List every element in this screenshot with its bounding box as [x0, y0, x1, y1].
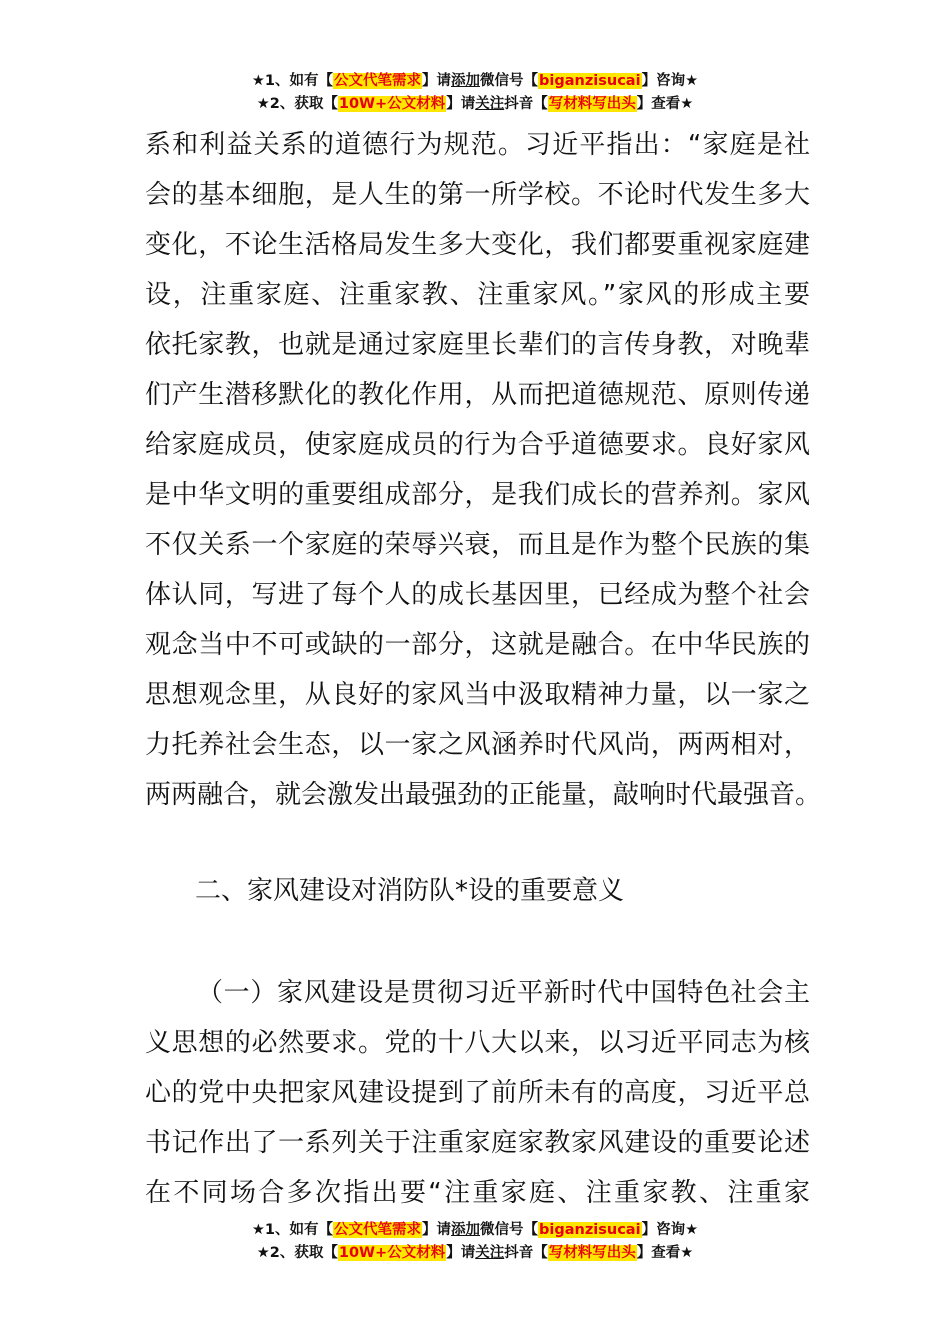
- paragraph-line: 在不同场合多次指出要“注重家庭、注重家教、注重家: [145, 1178, 810, 1208]
- banner-text: 】咨询★: [641, 1222, 699, 1238]
- banner-line-1: [0, 1219, 950, 1242]
- banner-text: 】请: [422, 1222, 452, 1238]
- banner-text: 】查看★: [636, 1245, 694, 1261]
- banner-text: 抖音【: [504, 96, 548, 112]
- banner-text: 抖音【: [504, 1245, 548, 1261]
- banner-text: ★1、如有【: [251, 73, 334, 89]
- highlight-materials: 10W+公文材料: [338, 96, 446, 112]
- banner-line-2: [0, 93, 950, 116]
- header-banner: [0, 70, 950, 116]
- banner-text: ★1、如有【: [251, 1222, 334, 1238]
- paragraph-line: 系和利益关系的道德行为规范。习近平指出：“家庭是社: [145, 130, 810, 160]
- paragraph-line: 变化，不论生活格局发生多大变化，我们都要重视家庭建: [145, 230, 810, 260]
- paragraph-line: 思想观念里，从良好的家风当中汲取精神力量，以一家之: [145, 680, 810, 710]
- banner-underlined-text: 添加: [451, 1222, 481, 1238]
- highlight-douyin-account: 写材料写出头: [548, 96, 636, 112]
- paragraph-line: 依托家教，也就是通过家庭里长辈们的言传身教，对晚辈: [145, 330, 810, 360]
- banner-text: 】请: [422, 73, 452, 89]
- paragraph-line: 义思想的必然要求。党的十八大以来，以习近平同志为核: [145, 1028, 810, 1058]
- banner-text: 】请: [446, 1245, 476, 1261]
- banner-text: ★2、获取【: [256, 96, 338, 112]
- section-heading: 二、家风建设对消防队*设的重要意义: [195, 876, 625, 906]
- paragraph-line: （一）家风建设是贯彻习近平新时代中国特色社会主: [197, 978, 810, 1008]
- paragraph-line: 书记作出了一系列关于注重家庭家教家风建设的重要论述: [145, 1128, 810, 1158]
- banner-line-1: [0, 70, 950, 93]
- highlight-materials: 10W+公文材料: [338, 1245, 446, 1261]
- banner-underlined-text: 关注: [475, 96, 505, 112]
- paragraph-importance: [145, 968, 810, 1218]
- paragraph-line: 们产生潜移默化的教化作用，从而把道德规范、原则传递: [145, 380, 810, 410]
- footer-banner: [0, 1219, 950, 1265]
- highlight-douyin-account: 写材料写出头: [548, 1245, 636, 1261]
- paragraph-line: 体认同，写进了每个人的成长基因里，已经成为整个社会: [145, 580, 810, 610]
- banner-underlined-text: 关注: [475, 1245, 505, 1261]
- banner-text: ★2、获取【: [256, 1245, 338, 1261]
- banner-text: 】请: [446, 96, 476, 112]
- banner-text: 】查看★: [636, 96, 694, 112]
- paragraph-line: 两两融合，就会激发出最强劲的正能量，敲响时代最强音。: [145, 780, 822, 810]
- paragraph-line: 给家庭成员，使家庭成员的行为合乎道德要求。良好家风: [145, 430, 810, 460]
- paragraph-line: 不仅关系一个家庭的荣辱兴衰，而且是作为整个民族的集: [145, 530, 810, 560]
- paragraph-line: 会的基本细胞，是人生的第一所学校。不论时代发生多大: [145, 180, 810, 210]
- paragraph-line: 观念当中不可或缺的一部分，这就是融合。在中华民族的: [145, 630, 810, 660]
- paragraph-family-tradition: [145, 120, 822, 820]
- paragraph-line: 设，注重家庭、注重家教、注重家风。”家风的形成主要: [145, 280, 810, 310]
- paragraph-line: 是中华文明的重要组成部分，是我们成长的营养剂。家风: [145, 480, 810, 510]
- banner-text: 微信号【: [480, 1222, 539, 1238]
- highlight-wechat-id: biganzisucai: [539, 1222, 641, 1238]
- highlight-wechat-id: biganzisucai: [539, 73, 641, 89]
- banner-text: 】咨询★: [641, 73, 699, 89]
- banner-underlined-text: 添加: [451, 73, 481, 89]
- highlight-service: 公文代笔需求: [334, 73, 422, 89]
- banner-line-2: [0, 1242, 950, 1265]
- paragraph-line: 心的党中央把家风建设提到了前所未有的高度，习近平总: [145, 1078, 810, 1108]
- paragraph-line: 力托养社会生态，以一家之风涵养时代风尚，两两相对，: [145, 730, 810, 760]
- banner-text: 微信号【: [480, 73, 539, 89]
- highlight-service: 公文代笔需求: [334, 1222, 422, 1238]
